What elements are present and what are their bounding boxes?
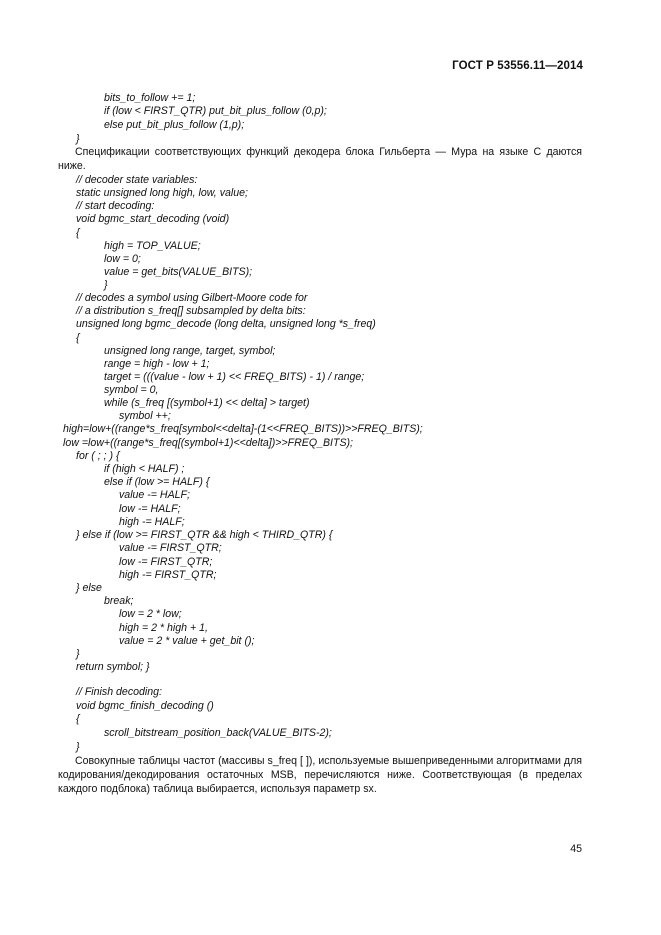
code-line: void bgmc_finish_decoding () [76,700,214,712]
code-line: high -= HALF; [119,516,185,528]
code-line: else put_bit_plus_follow (1,p); [104,119,245,131]
code-line: low = 0; [104,253,141,265]
code-line: high = TOP_VALUE; [104,240,201,252]
code-line: value -= HALF; [119,489,190,501]
code-line: for ( ; ; ) { [76,450,120,462]
code-line: } else [76,582,102,594]
code-line: symbol ++; [119,410,171,422]
code-line: } else if (low >= FIRST_QTR && high < THIRD_QTR) { [76,529,333,541]
code-line: target = (((value - low + 1) << FREQ_BITS) - 1) / range; [104,371,365,383]
code-line: value = 2 * value + get_bit (); [119,635,255,647]
code-line: if (low < FIRST_QTR) put_bit_plus_follow (0,p); [104,105,327,117]
code-line: break; [104,595,134,607]
code-line: void bgmc_start_decoding (void) [76,213,230,225]
code-line: // start decoding: [76,200,155,212]
code-line: unsigned long bgmc_decode (long delta, unsigned long *s_freq) [76,318,376,330]
code-line: static unsigned long high, low, value; [76,187,248,199]
code-line: // decodes a symbol using Gilbert-Moore code for [76,292,308,304]
document-standard-header: ГОСТ Р 53556.11—2014 [452,60,583,72]
paragraph-decoder-intro: Спецификации соответствующих функций декодера блока Гильберта — Мура на языке С даются ниже. [58,146,582,172]
code-line: bits_to_follow += 1; [104,92,196,104]
code-line: value = get_bits(VALUE_BITS); [104,266,253,278]
code-line: } [76,741,80,753]
code-line: } [104,279,108,291]
code-line: } [76,648,80,660]
code-line: { [76,227,80,239]
code-line: high = 2 * high + 1, [119,622,208,634]
code-line: else if (low >= HALF) { [104,476,210,488]
code-line: // a distribution s_freq[] subsampled by delta bits: [76,305,306,317]
code-line: scroll_bitstream_position_back(VALUE_BITS-2); [104,727,332,739]
code-line: low =low+((range*s_freq[(symbol+1)<<delta])>>FREQ_BITS); [63,437,353,449]
code-line: unsigned long range, target, symbol; [104,345,276,357]
code-line: } [76,133,80,145]
code-line: value -= FIRST_QTR; [119,542,222,554]
code-line: high -= FIRST_QTR; [119,569,217,581]
code-line: low = 2 * low; [119,608,182,620]
code-line: low -= HALF; [119,503,181,515]
code-line: if (high < HALF) ; [104,463,185,475]
page-number: 45 [570,843,582,855]
code-line: // decoder state variables: [76,174,198,186]
code-line: high=low+((range*s_freq[symbol<<delta]-(1<<FREQ_BITS))>>FREQ_BITS); [63,423,423,435]
code-line: { [76,332,80,344]
code-line: // Finish decoding: [76,686,162,698]
paragraph-frequency-tables: Совокупные таблицы частот (массивы s_freq [ ]), используемые вышеприведенными алгоритмами для кодирования/декодирования остаточных MSB, перечисляются ниже. Соответствующая (в пределах каждого подблока) таблица выбирается, используя параметр sx. [58,755,582,795]
code-line: while (s_freq [(symbol+1) << delta] > target) [104,397,310,409]
code-line: { [76,713,80,725]
code-line: return symbol; } [76,661,150,673]
code-line: low -= FIRST_QTR; [119,556,213,568]
code-line: range = high - low + 1; [104,358,210,370]
code-line: symbol = 0, [104,384,159,396]
